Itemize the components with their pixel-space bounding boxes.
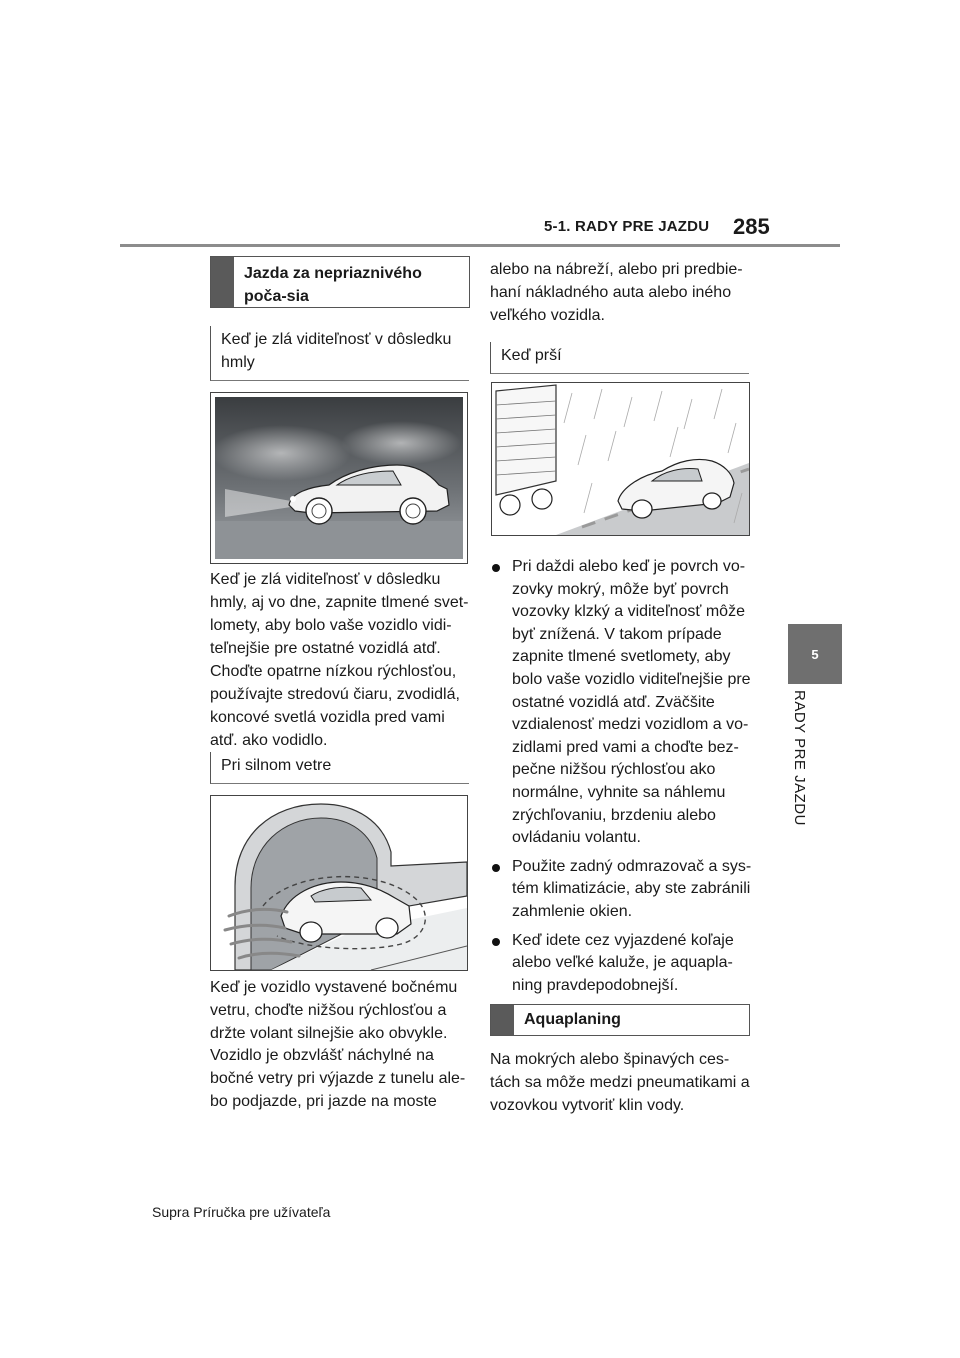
bullet-icon	[492, 564, 500, 572]
rain-bullet-1: Pri daždi alebo keď je povrch vo-zovky mokrý, môže byť povrch vozovky klzký a viditeľnosť môže byť znížená. V takom prípade zapnite tlmené svetlomety, aby bolo vaše vozidlo viditeľnejšie pre ostatné vozidlá atď. Zväčšite vzdialenosť medzi vozidlom a vo-zidlami pred vami a choďte bez-pečne nižšou rýchlosťou ako normálne, vyhnite sa náhlemu zrýchľovaniu, brzdeniu alebo ovládaniu volantu.	[512, 558, 751, 847]
list-item	[490, 930, 754, 998]
weather-heading: Jazda za nepriaznivého poča-sia	[244, 265, 422, 305]
wind-illustration	[210, 795, 468, 971]
chapter-tab	[788, 624, 842, 684]
wind-subheading: Pri silnom vetre	[210, 752, 469, 784]
header-rule	[120, 244, 840, 247]
fog-illustration	[210, 392, 468, 564]
section-title: 5-1. RADY PRE JAZDU	[544, 218, 710, 235]
continued-text: alebo na nábreží, alebo pri predbie-haní nákladného auta alebo iného veľkého vozidla.	[490, 261, 743, 324]
aquaplaning-text: Na mokrých alebo špinavých ces-tách sa môže medzi pneumatikami a vozovkou vytvoriť klin vody.	[490, 1051, 750, 1114]
rain-bullet-2: Použite zadný odmrazovač a sys-tém klimatizácie, aby ste zabránili zahmlenie okien.	[512, 857, 752, 920]
aquaplaning-heading-box	[490, 1004, 750, 1036]
list-item	[490, 556, 754, 850]
bullet-icon	[492, 938, 500, 946]
heading-bar	[491, 1005, 514, 1035]
wind-text-2: Vozidlo je obzvlášť náchylné na bočné vetry pri výjazde z tunelu ale-bo podjazde, pri jazde na moste	[210, 1047, 466, 1110]
page-number: 285	[733, 214, 770, 239]
rain-bullet-list	[490, 556, 754, 997]
rain-subheading: Keď prší	[490, 342, 749, 374]
chapter-number: 5	[811, 646, 819, 662]
fog-subheading: Keď je zlá viditeľnosť v dôsledku hmly	[210, 326, 469, 381]
chapter-label: RADY PRE JAZDU	[791, 690, 808, 826]
rain-illustration	[491, 382, 750, 536]
aquaplaning-heading: Aquaplaning	[524, 1011, 621, 1028]
fog-text: Keď je zlá viditeľnosť v dôsledku hmly, aj vo dne, zapnite tlmené svet-lomety, aby bolo vaše vozidlo vidi-teľnejšie pre ostatné vozidlá atď. Choďte opatrne nízkou rýchlosťou, používajte stredovú čiaru, zvodidlá, koncové svetlá vozidla pred vami atď. ako vodidlo.	[210, 571, 469, 749]
heading-bar	[211, 257, 234, 307]
weather-heading-box	[210, 256, 470, 308]
bullet-icon	[492, 864, 500, 872]
footer-manual-title: Supra Príručka pre užívateľa	[152, 1204, 331, 1220]
wind-text-1: Keď je vozidlo vystavené bočnému vetru, choďte nižšou rýchlosťou a držte volant silnejšie ako obvykle.	[210, 979, 458, 1042]
list-item	[490, 856, 754, 924]
rain-bullet-3: Keď idete cez vyjazdené koľaje alebo veľké kaluže, je aquapla-ning pravdepodobnejší.	[512, 931, 734, 994]
